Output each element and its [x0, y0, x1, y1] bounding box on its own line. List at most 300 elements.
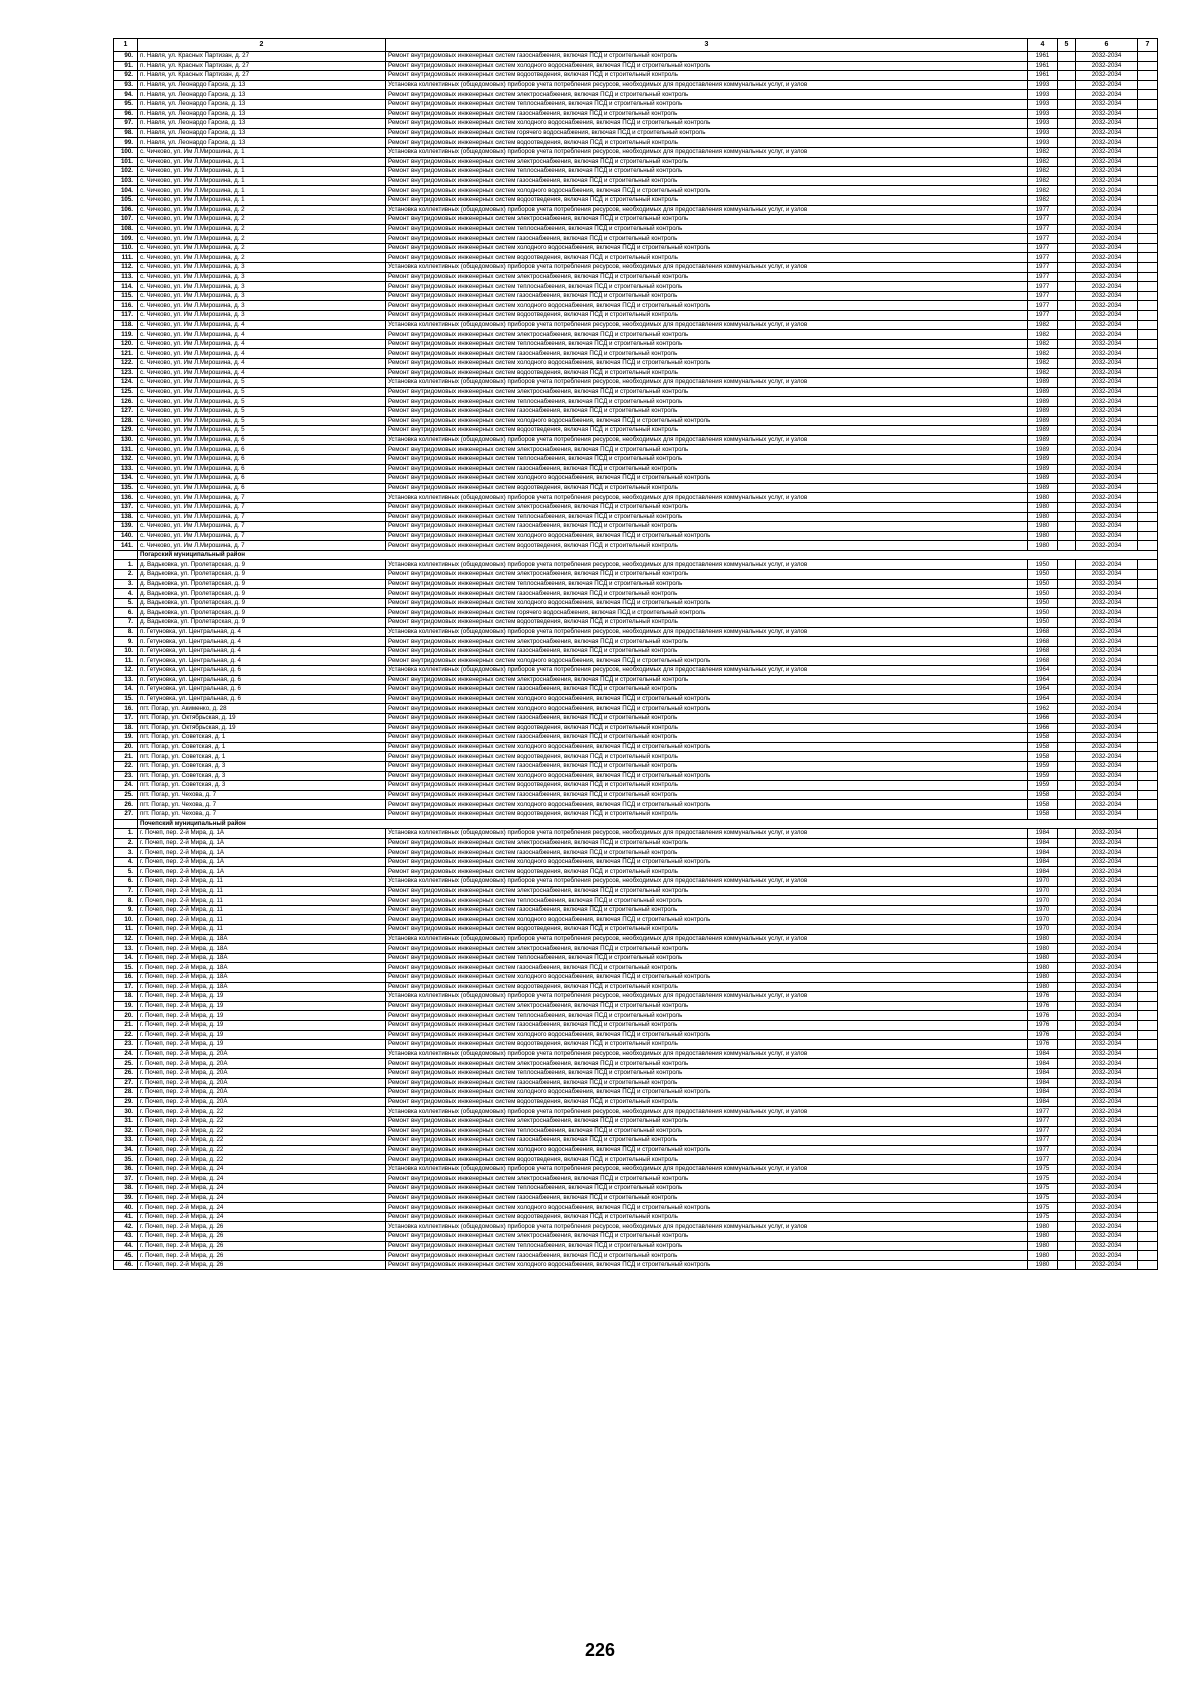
empty-cell [1058, 944, 1076, 954]
row-number: 104. [114, 186, 138, 196]
period-cell: 2032-2034 [1076, 752, 1138, 762]
address-cell: с. Чичково, ул. Им Л.Мирошина, д. 1 [138, 147, 386, 157]
empty-cell [1058, 800, 1076, 810]
work-type-cell: Установка коллективных (общедомовых) приборов учета потребления ресурсов, необходимых для предоставления коммунальных услуг, и узлов [386, 320, 1028, 330]
period-cell: 2032-2034 [1076, 243, 1138, 253]
empty-cell [1058, 761, 1076, 771]
work-type-cell: Ремонт внутридомовых инженерных систем газоснабжения, включая ПСД и строительный контроль [386, 761, 1028, 771]
table-row [114, 953, 1158, 963]
work-type-cell: Ремонт внутридомовых инженерных систем водоотведения, включая ПСД и строительный контроль [386, 195, 1028, 205]
empty-cell [1138, 512, 1158, 522]
table-row [114, 157, 1158, 167]
table-row [114, 1241, 1158, 1251]
address-cell: пгт. Погар, ул. Советская, д. 3 [138, 771, 386, 781]
address-cell: с. Чичково, ул. Им Л.Мирошина, д. 2 [138, 224, 386, 234]
period-cell: 2032-2034 [1076, 128, 1138, 138]
year-cell: 1989 [1028, 397, 1058, 407]
empty-cell [1138, 761, 1158, 771]
period-cell: 2032-2034 [1076, 522, 1138, 532]
empty-cell [1138, 589, 1158, 599]
period-cell: 2032-2034 [1076, 502, 1138, 512]
empty-cell [1138, 809, 1158, 819]
table-row [114, 1203, 1158, 1213]
year-cell: 1982 [1028, 359, 1058, 369]
period-cell: 2032-2034 [1076, 1145, 1138, 1155]
row-number: 93. [114, 80, 138, 90]
address-cell: п. Навля, ул. Леонардо Гарсиа, д. 13 [138, 80, 386, 90]
empty-cell [1058, 224, 1076, 234]
period-cell: 2032-2034 [1076, 205, 1138, 215]
period-cell: 2032-2034 [1076, 637, 1138, 647]
year-cell: 1980 [1028, 1241, 1058, 1251]
year-cell: 1980 [1028, 934, 1058, 944]
row-number: 18. [114, 723, 138, 733]
row-number: 127. [114, 406, 138, 416]
empty-cell [1058, 397, 1076, 407]
empty-cell [1138, 982, 1158, 992]
row-number: 132. [114, 454, 138, 464]
period-cell: 2032-2034 [1076, 589, 1138, 599]
year-cell: 1964 [1028, 675, 1058, 685]
work-type-cell: Установка коллективных (общедомовых) приборов учета потребления ресурсов, необходимых для предоставления коммунальных услуг, и узлов [386, 435, 1028, 445]
empty-cell [1138, 915, 1158, 925]
empty-cell [1058, 1184, 1076, 1194]
empty-cell [1058, 1241, 1076, 1251]
year-cell: 1980 [1028, 531, 1058, 541]
empty-cell [1058, 61, 1076, 71]
period-cell: 2032-2034 [1076, 416, 1138, 426]
work-type-cell: Ремонт внутридомовых инженерных систем холодного водоснабжения, включая ПСД и строительный контроль [386, 1145, 1028, 1155]
work-type-cell: Ремонт внутридомовых инженерных систем водоотведения, включая ПСД и строительный контроль [386, 483, 1028, 493]
table-row [114, 493, 1158, 503]
year-cell: 1968 [1028, 627, 1058, 637]
empty-cell [1138, 541, 1158, 551]
year-cell: 1982 [1028, 157, 1058, 167]
address-cell: пгт. Погар, ул. Чехова, д. 7 [138, 790, 386, 800]
empty-cell [1138, 272, 1158, 282]
empty-cell [1058, 1020, 1076, 1030]
work-type-cell: Ремонт внутридомовых инженерных систем водоотведения, включая ПСД и строительный контроль [386, 426, 1028, 436]
period-cell: 2032-2034 [1076, 176, 1138, 186]
address-cell: г. Почеп, пер. 2-й Мира, д. 22 [138, 1136, 386, 1146]
period-cell: 2032-2034 [1076, 905, 1138, 915]
address-cell: г. Почеп, пер. 2-й Мира, д. 11 [138, 905, 386, 915]
empty-cell [1058, 186, 1076, 196]
year-cell: 1975 [1028, 1164, 1058, 1174]
address-cell: с. Чичково, ул. Им Л.Мирошина, д. 3 [138, 263, 386, 273]
year-cell: 1977 [1028, 1107, 1058, 1117]
year-cell: 1982 [1028, 330, 1058, 340]
table-row [114, 243, 1158, 253]
address-cell: п. Навля, ул. Леонардо Гарсиа, д. 13 [138, 119, 386, 129]
work-type-cell: Ремонт внутридомовых инженерных систем водоотведения, включая ПСД и строительный контроль [386, 723, 1028, 733]
table-row [114, 195, 1158, 205]
empty-cell [1058, 982, 1076, 992]
empty-cell [1058, 435, 1076, 445]
empty-cell [1138, 435, 1158, 445]
empty-cell [1058, 109, 1076, 119]
year-cell: 1976 [1028, 992, 1058, 1002]
year-cell: 1984 [1028, 1049, 1058, 1059]
empty-cell [1058, 368, 1076, 378]
work-type-cell: Ремонт внутридомовых инженерных систем электроснабжения, включая ПСД и строительный контроль [386, 272, 1028, 282]
row-number: 124. [114, 378, 138, 388]
empty-cell [1058, 119, 1076, 129]
address-cell: пгт. Погар, ул. Октябрьская, д. 19 [138, 713, 386, 723]
year-cell: 1966 [1028, 723, 1058, 733]
address-cell: г. Почеп, пер. 2-й Мира, д. 18А [138, 953, 386, 963]
empty-cell [1058, 1136, 1076, 1146]
table-row [114, 1011, 1158, 1021]
table-row [114, 445, 1158, 455]
period-cell: 2032-2034 [1076, 618, 1138, 628]
empty-cell [1058, 627, 1076, 637]
empty-cell [1058, 387, 1076, 397]
period-cell: 2032-2034 [1076, 1097, 1138, 1107]
address-cell: п. Навля, ул. Леонардо Гарсиа, д. 13 [138, 128, 386, 138]
table-row [114, 761, 1158, 771]
work-type-cell: Ремонт внутридомовых инженерных систем электроснабжения, включая ПСД и строительный контроль [386, 445, 1028, 455]
empty-cell [1058, 560, 1076, 570]
empty-cell [1058, 1251, 1076, 1261]
work-type-cell: Ремонт внутридомовых инженерных систем водоотведения, включая ПСД и строительный контроль [386, 982, 1028, 992]
work-type-cell: Ремонт внутридомовых инженерных систем холодного водоснабжения, включая ПСД и строительный контроль [386, 1260, 1028, 1270]
empty-cell [1058, 464, 1076, 474]
empty-cell [1058, 205, 1076, 215]
period-cell: 2032-2034 [1076, 896, 1138, 906]
year-cell: 1977 [1028, 243, 1058, 253]
table-row [114, 90, 1158, 100]
address-cell: п. Гетуновка, ул. Центральная, д. 4 [138, 627, 386, 637]
period-cell: 2032-2034 [1076, 1068, 1138, 1078]
table-row [114, 1020, 1158, 1030]
empty-cell [1138, 368, 1158, 378]
work-type-cell: Ремонт внутридомовых инженерных систем холодного водоснабжения, включая ПСД и строительный контроль [386, 186, 1028, 196]
year-cell: 1950 [1028, 579, 1058, 589]
empty-cell [1138, 1174, 1158, 1184]
address-cell: пгт. Погар, ул. Чехова, д. 7 [138, 809, 386, 819]
address-cell: п. Навля, ул. Леонардо Гарсиа, д. 13 [138, 90, 386, 100]
empty-cell [1138, 1011, 1158, 1021]
table-row [114, 1107, 1158, 1117]
empty-cell [1058, 531, 1076, 541]
address-cell: с. Чичково, ул. Им Л.Мирошина, д. 6 [138, 454, 386, 464]
period-cell: 2032-2034 [1076, 666, 1138, 676]
row-number: 22. [114, 1030, 138, 1040]
empty-cell [1058, 1001, 1076, 1011]
row-number: 39. [114, 1193, 138, 1203]
year-cell: 1989 [1028, 454, 1058, 464]
period-cell: 2032-2034 [1076, 1251, 1138, 1261]
work-type-cell: Ремонт внутридомовых инженерных систем газоснабжения, включая ПСД и строительный контроль [386, 589, 1028, 599]
row-number: 19. [114, 733, 138, 743]
empty-cell [1138, 138, 1158, 148]
address-cell: пгт. Погар, ул. Советская, д. 3 [138, 781, 386, 791]
table-row [114, 1126, 1158, 1136]
year-cell: 1968 [1028, 646, 1058, 656]
work-type-cell: Ремонт внутридомовых инженерных систем холодного водоснабжения, включая ПСД и строительный контроль [386, 1030, 1028, 1040]
address-cell: г. Почеп, пер. 2-й Мира, д. 11 [138, 886, 386, 896]
period-cell: 2032-2034 [1076, 109, 1138, 119]
empty-cell [1138, 723, 1158, 733]
year-cell: 1982 [1028, 349, 1058, 359]
empty-cell [1138, 397, 1158, 407]
work-type-cell: Ремонт внутридомовых инженерных систем электроснабжения, включая ПСД и строительный контроль [386, 330, 1028, 340]
year-cell: 1977 [1028, 263, 1058, 273]
year-cell: 1958 [1028, 742, 1058, 752]
address-cell: д. Вадьковка, ул. Пролетарская, д. 9 [138, 589, 386, 599]
row-number: 129. [114, 426, 138, 436]
row-number: 28. [114, 1088, 138, 1098]
work-type-cell: Ремонт внутридомовых инженерных систем холодного водоснабжения, включая ПСД и строительный контроль [386, 61, 1028, 71]
address-cell: с. Чичково, ул. Им Л.Мирошина, д. 5 [138, 378, 386, 388]
row-number: 11. [114, 656, 138, 666]
empty-cell [1058, 1155, 1076, 1165]
work-type-cell: Ремонт внутридомовых инженерных систем газоснабжения, включая ПСД и строительный контроль [386, 522, 1028, 532]
empty-cell [1138, 320, 1158, 330]
empty-cell [1138, 474, 1158, 484]
empty-cell [1058, 349, 1076, 359]
period-cell: 2032-2034 [1076, 138, 1138, 148]
work-type-cell: Ремонт внутридомовых инженерных систем теплоснабжения, включая ПСД и строительный контроль [386, 579, 1028, 589]
work-type-cell: Ремонт внутридомовых инженерных систем газоснабжения, включая ПСД и строительный контроль [386, 406, 1028, 416]
table-row [114, 119, 1158, 129]
row-number: 6. [114, 608, 138, 618]
empty-cell [1058, 877, 1076, 887]
year-cell: 1993 [1028, 90, 1058, 100]
row-number: 95. [114, 99, 138, 109]
empty-cell [1058, 771, 1076, 781]
work-type-cell: Ремонт внутридомовых инженерных систем теплоснабжения, включая ПСД и строительный контроль [386, 167, 1028, 177]
table-row [114, 1251, 1158, 1261]
empty-cell [1138, 905, 1158, 915]
row-number: 140. [114, 531, 138, 541]
empty-cell [1058, 867, 1076, 877]
row-number: 136. [114, 493, 138, 503]
empty-cell [1058, 215, 1076, 225]
year-cell: 1980 [1028, 1232, 1058, 1242]
empty-cell [1138, 52, 1158, 62]
empty-cell [1058, 1059, 1076, 1069]
period-cell: 2032-2034 [1076, 368, 1138, 378]
empty-cell [1058, 320, 1076, 330]
table-row [114, 1184, 1158, 1194]
address-cell: с. Чичково, ул. Им Л.Мирошина, д. 2 [138, 215, 386, 225]
address-cell: п. Гетуновка, ул. Центральная, д. 6 [138, 675, 386, 685]
row-number: 1. [114, 560, 138, 570]
table-row [114, 61, 1158, 71]
empty-cell [1058, 541, 1076, 551]
address-cell: г. Почеп, пер. 2-й Мира, д. 1А [138, 838, 386, 848]
period-cell: 2032-2034 [1076, 311, 1138, 321]
empty-cell [1058, 1030, 1076, 1040]
work-type-cell: Ремонт внутридомовых инженерных систем газоснабжения, включая ПСД и строительный контроль [386, 1136, 1028, 1146]
period-cell: 2032-2034 [1076, 157, 1138, 167]
period-cell: 2032-2034 [1076, 1116, 1138, 1126]
row-number: 16. [114, 973, 138, 983]
row-number: 110. [114, 243, 138, 253]
table-row [114, 1068, 1158, 1078]
empty-cell [1058, 656, 1076, 666]
table-row [114, 675, 1158, 685]
address-cell: п. Навля, ул. Красных Партизан, д. 27 [138, 71, 386, 81]
empty-cell [1058, 1049, 1076, 1059]
empty-cell [1058, 167, 1076, 177]
empty-cell [1058, 1174, 1076, 1184]
year-cell: 1964 [1028, 694, 1058, 704]
row-number: 4. [114, 857, 138, 867]
empty-cell [1138, 1126, 1158, 1136]
empty-cell [1058, 1203, 1076, 1213]
table-row [114, 291, 1158, 301]
work-type-cell: Установка коллективных (общедомовых) приборов учета потребления ресурсов, необходимых для предоставления коммунальных услуг, и узлов [386, 378, 1028, 388]
empty-cell [1138, 992, 1158, 1002]
period-cell: 2032-2034 [1076, 474, 1138, 484]
period-cell: 2032-2034 [1076, 934, 1138, 944]
address-cell: г. Почеп, пер. 2-й Мира, д. 11 [138, 896, 386, 906]
year-cell: 1950 [1028, 608, 1058, 618]
period-cell: 2032-2034 [1076, 90, 1138, 100]
work-type-cell: Установка коллективных (общедомовых) приборов учета потребления ресурсов, необходимых для предоставления коммунальных услуг, и узлов [386, 263, 1028, 273]
empty-cell [1138, 1232, 1158, 1242]
row-number: 97. [114, 119, 138, 129]
work-type-cell: Ремонт внутридомовых инженерных систем водоотведения, включая ПСД и строительный контроль [386, 138, 1028, 148]
table-row [114, 925, 1158, 935]
work-type-cell: Ремонт внутридомовых инженерных систем газоснабжения, включая ПСД и строительный контроль [386, 176, 1028, 186]
year-cell: 1982 [1028, 186, 1058, 196]
table-row [114, 733, 1158, 743]
row-number: 141. [114, 541, 138, 551]
year-cell: 1984 [1028, 1088, 1058, 1098]
work-type-cell: Ремонт внутридомовых инженерных систем теплоснабжения, включая ПСД и строительный контроль [386, 454, 1028, 464]
work-type-cell: Ремонт внутридомовых инженерных систем холодного водоснабжения, включая ПСД и строительный контроль [386, 857, 1028, 867]
period-cell: 2032-2034 [1076, 886, 1138, 896]
address-cell: с. Чичково, ул. Им Л.Мирошина, д. 3 [138, 311, 386, 321]
period-cell: 2032-2034 [1076, 71, 1138, 81]
row-number: 8. [114, 627, 138, 637]
address-cell: с. Чичково, ул. Им Л.Мирошина, д. 1 [138, 195, 386, 205]
empty-cell [1058, 829, 1076, 839]
work-type-cell: Установка коллективных (общедомовых) приборов учета потребления ресурсов, необходимых для предоставления коммунальных услуг, и узлов [386, 560, 1028, 570]
address-cell: с. Чичково, ул. Им Л.Мирошина, д. 2 [138, 243, 386, 253]
empty-cell [1058, 99, 1076, 109]
address-cell: г. Почеп, пер. 2-й Мира, д. 18А [138, 973, 386, 983]
year-cell: 1980 [1028, 1222, 1058, 1232]
year-cell: 1968 [1028, 637, 1058, 647]
year-cell: 1980 [1028, 963, 1058, 973]
address-cell: п. Навля, ул. Леонардо Гарсиа, д. 13 [138, 99, 386, 109]
empty-cell [1138, 656, 1158, 666]
empty-cell [1058, 1078, 1076, 1088]
year-cell: 1977 [1028, 1145, 1058, 1155]
empty-cell [1138, 493, 1158, 503]
work-type-cell: Ремонт внутридомовых инженерных систем холодного водоснабжения, включая ПСД и строительный контроль [386, 656, 1028, 666]
empty-cell [1138, 694, 1158, 704]
empty-cell [1138, 1136, 1158, 1146]
empty-cell [1058, 992, 1076, 1002]
address-cell: г. Почеп, пер. 2-й Мира, д. 19 [138, 1001, 386, 1011]
address-cell: пгт. Погар, ул. Советская, д. 1 [138, 733, 386, 743]
address-cell: п. Гетуновка, ул. Центральная, д. 6 [138, 685, 386, 695]
empty-cell [1058, 502, 1076, 512]
empty-cell [1138, 349, 1158, 359]
period-cell: 2032-2034 [1076, 925, 1138, 935]
table-row [114, 454, 1158, 464]
empty-cell [1138, 666, 1158, 676]
row-number: 139. [114, 522, 138, 532]
address-cell: с. Чичково, ул. Им Л.Мирошина, д. 1 [138, 157, 386, 167]
table-row [114, 80, 1158, 90]
address-cell: д. Вадьковка, ул. Пролетарская, д. 9 [138, 579, 386, 589]
table-row [114, 1136, 1158, 1146]
table-row [114, 205, 1158, 215]
row-number: 20. [114, 1011, 138, 1021]
address-cell: с. Чичково, ул. Им Л.Мирошина, д. 4 [138, 349, 386, 359]
table-row [114, 598, 1158, 608]
empty-cell [1058, 1193, 1076, 1203]
year-cell: 1950 [1028, 598, 1058, 608]
year-cell: 1984 [1028, 848, 1058, 858]
empty-cell [1058, 291, 1076, 301]
period-cell: 2032-2034 [1076, 1136, 1138, 1146]
work-type-cell: Ремонт внутридомовых инженерных систем холодного водоснабжения, включая ПСД и строительный контроль [386, 359, 1028, 369]
table-row [114, 186, 1158, 196]
address-cell: г. Почеп, пер. 2-й Мира, д. 24 [138, 1193, 386, 1203]
table-row [114, 301, 1158, 311]
empty-cell [1058, 790, 1076, 800]
table-row [114, 809, 1158, 819]
empty-cell [1138, 522, 1158, 532]
table-row [114, 272, 1158, 282]
period-cell: 2032-2034 [1076, 579, 1138, 589]
work-type-cell: Установка коллективных (общедомовых) приборов учета потребления ресурсов, необходимых для предоставления коммунальных услуг, и узлов [386, 1049, 1028, 1059]
program-table [113, 38, 1158, 1270]
empty-cell [1058, 973, 1076, 983]
row-number: 109. [114, 234, 138, 244]
work-type-cell: Ремонт внутридомовых инженерных систем холодного водоснабжения, включая ПСД и строительный контроль [386, 800, 1028, 810]
period-cell: 2032-2034 [1076, 291, 1138, 301]
work-type-cell: Установка коллективных (общедомовых) приборов учета потребления ресурсов, необходимых для предоставления коммунальных услуг, и узлов [386, 627, 1028, 637]
year-cell: 1976 [1028, 1040, 1058, 1050]
section-title: Погарский муниципальный район [138, 550, 1158, 560]
period-cell: 2032-2034 [1076, 339, 1138, 349]
year-cell: 1975 [1028, 1174, 1058, 1184]
row-number: 11. [114, 925, 138, 935]
empty-cell [1138, 1049, 1158, 1059]
period-cell: 2032-2034 [1076, 359, 1138, 369]
address-cell: с. Чичково, ул. Им Л.Мирошина, д. 5 [138, 406, 386, 416]
table-row [114, 1145, 1158, 1155]
work-type-cell: Ремонт внутридомовых инженерных систем электроснабжения, включая ПСД и строительный контроль [386, 387, 1028, 397]
period-cell: 2032-2034 [1076, 877, 1138, 887]
year-cell: 1980 [1028, 493, 1058, 503]
period-cell: 2032-2034 [1076, 1020, 1138, 1030]
row-number: 24. [114, 1049, 138, 1059]
empty-cell [1138, 579, 1158, 589]
year-cell: 1982 [1028, 339, 1058, 349]
year-cell: 1989 [1028, 426, 1058, 436]
row-number: 121. [114, 349, 138, 359]
address-cell: г. Почеп, пер. 2-й Мира, д. 19 [138, 1040, 386, 1050]
empty-cell [1058, 311, 1076, 321]
year-cell: 1993 [1028, 109, 1058, 119]
empty-cell [1058, 406, 1076, 416]
row-number: 20. [114, 742, 138, 752]
period-cell: 2032-2034 [1076, 1203, 1138, 1213]
empty-cell [1058, 330, 1076, 340]
page-number: 226 [584, 1640, 616, 1660]
year-cell: 1980 [1028, 982, 1058, 992]
